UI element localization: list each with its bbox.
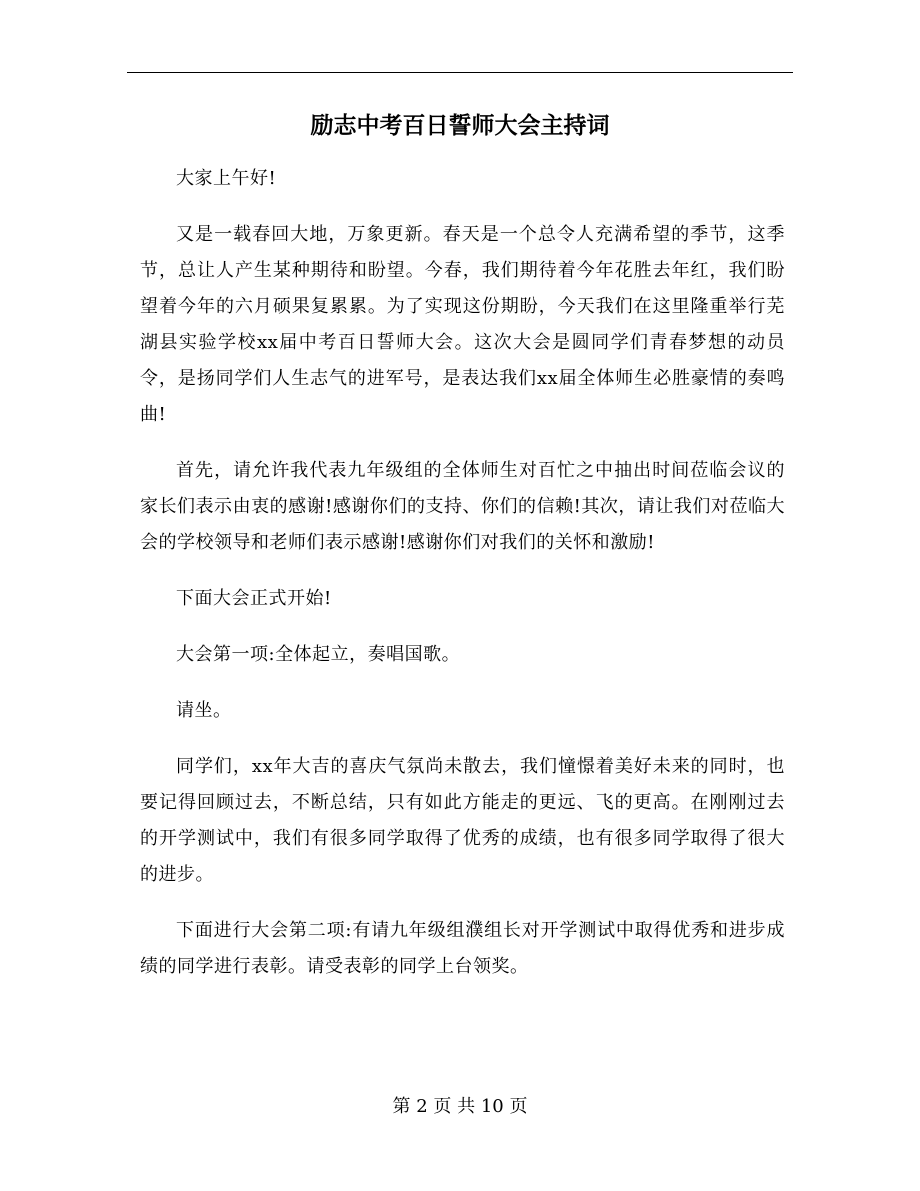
document-body [140, 161, 785, 1005]
paragraph-start: 下面大会正式开始! [176, 588, 332, 609]
document-title: 励志中考百日誓师大会主持词 [310, 113, 610, 139]
header-rule [127, 72, 793, 73]
page-number: 第 2 页 共 10 页 [392, 1096, 528, 1117]
paragraph-opening: 又是一载春回大地，万象更新。春天是一个总令人充满希望的季节，这季节，总让人产生某种期待和盼望。今春，我们期待着今年花胜去年红，我们盼望着今年的六月硕果复累累。为了实现这份期盼，今天我们在这里隆重举行芜湖县实验学校xx届中考百日誓师大会。这次大会是圆同学们青春梦想的动员令，是扬同学们人生志气的进军号，是表达我们xx届全体师生必胜豪情的奏鸣曲! [140, 224, 785, 425]
paragraph-thanks: 首先，请允许我代表九年级组的全体师生对百忙之中抽出时间莅临会议的家长们表示由衷的感谢!感谢你们的支持、你们的信赖!其次，请让我们对莅临大会的学校领导和老师们表示感谢!感谢你们对我们的关怀和激励! [140, 460, 785, 553]
paragraph-item-one: 大会第一项:全体起立，奏唱国歌。 [176, 644, 461, 665]
paragraph-sit: 请坐。 [176, 700, 232, 721]
paragraph-item-two: 下面进行大会第二项:有请九年级组濮组长对开学测试中取得优秀和进步成绩的同学进行表彰。请受表彰的同学上台领奖。 [140, 920, 785, 977]
paragraph-greeting: 大家上午好! [176, 168, 277, 189]
paragraph-review: 同学们，xx年大吉的喜庆气氛尚未散去，我们憧憬着美好未来的同时，也要记得回顾过去，不断总结，只有如此方能走的更远、飞的更高。在刚刚过去的开学测试中，我们有很多同学取得了优秀的成绩，也有很多同学取得了很大的进步。 [140, 756, 785, 885]
